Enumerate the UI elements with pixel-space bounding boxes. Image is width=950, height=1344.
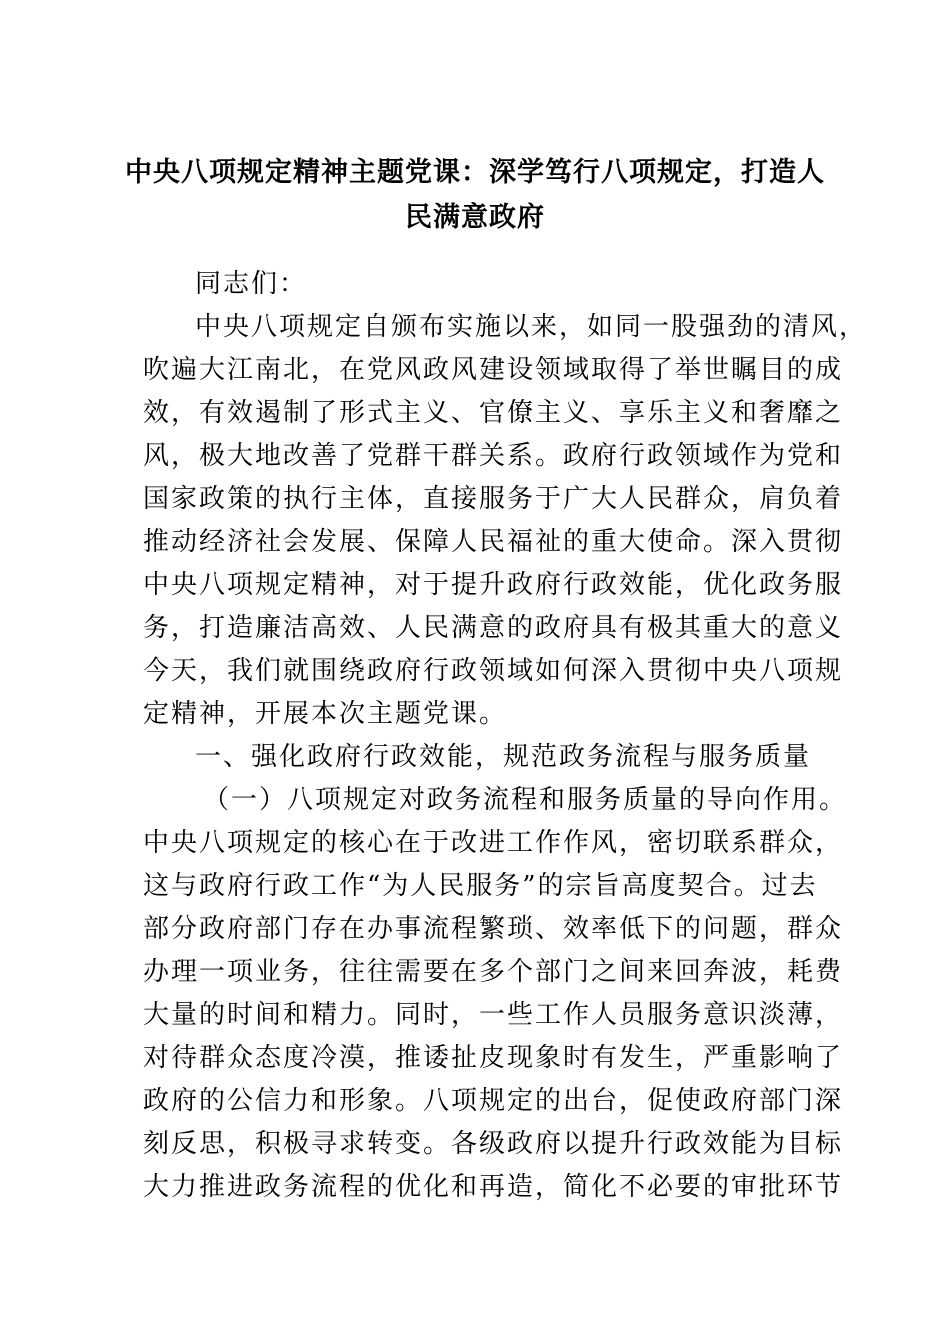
paragraph-line: 今天，我们就围绕政府行政领域如何深入贯彻中央八项规 (143, 656, 844, 686)
document-title-line-2: 民满意政府 (405, 202, 545, 233)
paragraph-line: 刻反思，积极寻求转变。各级政府以提升行政效能为目标 (143, 1129, 844, 1159)
document-title-line-1: 中央八项规定精神主题党课：深学笃行八项规定，打造人 (125, 157, 825, 188)
section-heading: 一、强化政府行政效能，规范政务流程与服务质量 (195, 742, 812, 772)
paragraph-line: 办理一项业务，往往需要在多个部门之间来回奔波，耗费 (143, 957, 844, 987)
paragraph-line: 中央八项规定精神，对于提升政府行政效能，优化政务服 (143, 570, 844, 600)
paragraph-line: 对待群众态度冷漠，推诿扯皮现象时有发生，严重影响了 (143, 1043, 844, 1073)
paragraph-line: 风，极大地改善了党群干群关系。政府行政领域作为党和 (143, 441, 844, 471)
subsection-heading: （一）八项规定对政务流程和服务质量的导向作用。 (203, 785, 848, 815)
paragraph-line: 国家政策的执行主体，直接服务于广大人民群众，肩负着 (143, 484, 844, 514)
paragraph-line: 定精神，开展本次主题党课。 (143, 699, 508, 729)
paragraph-line: 中央八项规定自颁布实施以来，如同一股强劲的清风， (195, 312, 868, 342)
paragraph-line: 吹遍大江南北，在党风政风建设领域取得了举世瞩目的成 (143, 355, 844, 385)
salutation: 同志们： (195, 269, 308, 299)
paragraph-line: 部分政府部门存在办事流程繁琐、效率低下的问题，群众 (143, 914, 844, 944)
paragraph-line: 政府的公信力和形象。八项规定的出台，促使政府部门深 (143, 1086, 844, 1116)
paragraph-line: 这与政府行政工作“为人民服务”的宗旨高度契合。过去 (143, 871, 818, 901)
paragraph-line: 推动经济社会发展、保障人民福祉的重大使命。深入贯彻 (143, 527, 844, 557)
paragraph-line: 务，打造廉洁高效、人民满意的政府具有极其重大的意义 (143, 613, 844, 643)
paragraph-line: 大力推进政务流程的优化和再造，简化不必要的审批环节 (143, 1172, 844, 1202)
paragraph-line: 大量的时间和精力。同时，一些工作人员服务意识淡薄， (143, 1000, 844, 1030)
paragraph-line: 效，有效遏制了形式主义、官僚主义、享乐主义和奢靡之 (143, 398, 844, 428)
paragraph-line: 中央八项规定的核心在于改进工作作风，密切联系群众， (143, 828, 844, 858)
